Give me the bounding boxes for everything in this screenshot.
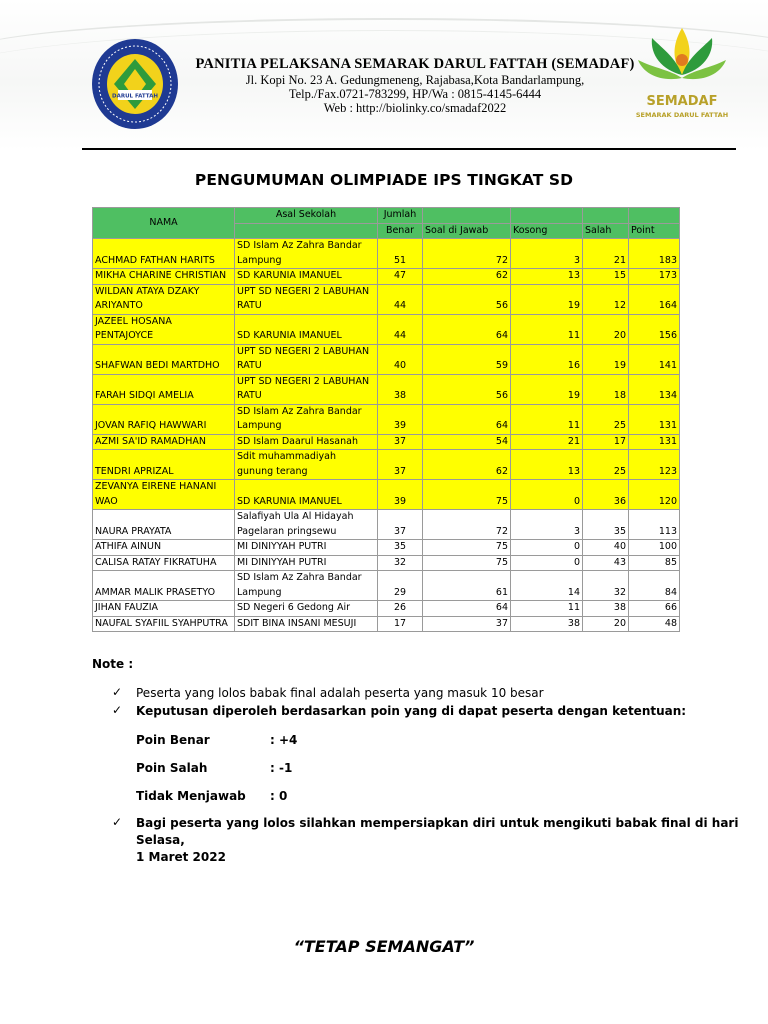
note-item-schedule-line2: 1 Maret 2022 (136, 850, 226, 864)
header-nama: NAMA (93, 208, 235, 239)
cell-kosong: 38 (511, 616, 583, 632)
table-row (93, 404, 680, 434)
org-website: Web : http://biolinky.co/smadaf2022 (323, 101, 507, 115)
cell-soal-di-jawab: 59 (423, 344, 511, 374)
table-row (93, 571, 680, 601)
note-item-schedule (136, 815, 768, 866)
cell-salah: 36 (583, 480, 629, 510)
cell-asal-sekolah: SD Islam Az Zahra Bandar Lampung (235, 404, 378, 434)
page-title: PENGUMUMAN OLIMPIADE IPS TINGKAT SD (194, 171, 574, 189)
cell-benar: 39 (378, 480, 423, 510)
header-blank (629, 208, 680, 224)
cell-asal-sekolah: SD KARUNIA IMANUEL (235, 314, 378, 344)
table-row (93, 374, 680, 404)
check-icon: ✓ (112, 815, 123, 829)
cell-point: 131 (629, 404, 680, 434)
poin-salah-value: : -1 (270, 761, 293, 775)
cell-nama: JAZEEL HOSANA PENTAJOYCE (93, 314, 235, 344)
cell-point: 183 (629, 239, 680, 269)
cell-nama: AZMI SA'ID RAMADHAN (93, 434, 235, 450)
org-phone: Telp./Fax.0721-783299, HP/Wa : 0815-4145-6444 (288, 87, 542, 101)
cell-benar: 38 (378, 374, 423, 404)
cell-salah: 40 (583, 540, 629, 556)
cell-point: 113 (629, 510, 680, 540)
note-item-scoring: Keputusan diperoleh berdasarkan poin yang di dapat peserta dengan ketentuan: (136, 704, 687, 718)
cell-soal-di-jawab: 62 (423, 269, 511, 285)
cell-benar: 40 (378, 344, 423, 374)
cell-asal-sekolah: MI DINIYYAH PUTRI (235, 555, 378, 571)
cell-nama: TENDRI APRIZAL (93, 450, 235, 480)
semadaf-logo (632, 20, 732, 130)
cell-asal-sekolah: SD KARUNIA IMANUEL (235, 269, 378, 285)
note-item-schedule-line1: Bagi peserta yang lolos silahkan mempersiapkan diri untuk mengikuti babak final di hari Selasa, (136, 816, 739, 847)
table-row (93, 269, 680, 285)
svg-text:SEMARAK DARUL FATTAH: SEMARAK DARUL FATTAH (635, 111, 729, 119)
cell-benar: 37 (378, 450, 423, 480)
cell-asal-sekolah: UPT SD NEGERI 2 LABUHAN RATU (235, 344, 378, 374)
cell-benar: 17 (378, 616, 423, 632)
letterhead-divider (82, 148, 736, 150)
note-heading: Note : (92, 657, 134, 671)
table-row (93, 616, 680, 632)
note-item-final: Peserta yang lolos babak final adalah peserta yang masuk 10 besar (136, 686, 544, 700)
table-row (93, 510, 680, 540)
table-row (93, 314, 680, 344)
cell-salah: 43 (583, 555, 629, 571)
cell-salah: 18 (583, 374, 629, 404)
cell-soal-di-jawab: 72 (423, 510, 511, 540)
cell-benar: 26 (378, 601, 423, 617)
cell-asal-sekolah: SD KARUNIA IMANUEL (235, 480, 378, 510)
cell-asal-sekolah: SD Islam Az Zahra Bandar Lampung (235, 239, 378, 269)
cell-salah: 20 (583, 616, 629, 632)
cell-salah: 25 (583, 404, 629, 434)
table-row (93, 480, 680, 510)
cell-asal-sekolah: UPT SD NEGERI 2 LABUHAN RATU (235, 374, 378, 404)
cell-asal-sekolah: SD Islam Daarul Hasanah (235, 434, 378, 450)
cell-point: 164 (629, 284, 680, 314)
check-icon: ✓ (112, 685, 123, 699)
header-point: Point (629, 223, 680, 239)
closing-slogan: “TETAP SEMANGAT” (293, 937, 475, 956)
yayasan-darul-fattah-logo (90, 37, 180, 132)
header-benar: Benar (378, 223, 423, 239)
cell-point: 156 (629, 314, 680, 344)
header-salah: Salah (583, 223, 629, 239)
cell-soal-di-jawab: 75 (423, 480, 511, 510)
cell-salah: 38 (583, 601, 629, 617)
cell-point: 131 (629, 434, 680, 450)
cell-soal-di-jawab: 37 (423, 616, 511, 632)
cell-soal-di-jawab: 75 (423, 540, 511, 556)
cell-point: 134 (629, 374, 680, 404)
cell-benar: 51 (378, 239, 423, 269)
cell-soal-di-jawab: 56 (423, 374, 511, 404)
cell-kosong: 19 (511, 284, 583, 314)
cell-kosong: 3 (511, 510, 583, 540)
cell-kosong: 13 (511, 450, 583, 480)
cell-soal-di-jawab: 72 (423, 239, 511, 269)
cell-benar: 29 (378, 571, 423, 601)
org-address: Jl. Kopi No. 23 A. Gedungmeneng, Rajabasa,Kota Bandarlampung, (245, 73, 585, 87)
cell-nama: JOVAN RAFIQ HAWWARI (93, 404, 235, 434)
cell-soal-di-jawab: 54 (423, 434, 511, 450)
table-row (93, 284, 680, 314)
cell-point: 120 (629, 480, 680, 510)
cell-nama: MIKHA CHARINE CHRISTIAN (93, 269, 235, 285)
cell-soal-di-jawab: 64 (423, 601, 511, 617)
cell-benar: 39 (378, 404, 423, 434)
cell-point: 48 (629, 616, 680, 632)
cell-kosong: 0 (511, 480, 583, 510)
table-row (93, 344, 680, 374)
header-soal-di-jawab: Soal di Jawab (423, 223, 511, 239)
cell-kosong: 11 (511, 314, 583, 344)
table-row (93, 239, 680, 269)
cell-soal-di-jawab: 64 (423, 404, 511, 434)
cell-point: 100 (629, 540, 680, 556)
table-row (93, 555, 680, 571)
cell-kosong: 14 (511, 571, 583, 601)
cell-nama: JIHAN FAUZIA (93, 601, 235, 617)
cell-nama: ACHMAD FATHAN HARITS (93, 239, 235, 269)
cell-benar: 44 (378, 284, 423, 314)
organization-block (190, 56, 640, 115)
cell-asal-sekolah: MI DINIYYAH PUTRI (235, 540, 378, 556)
cell-asal-sekolah: SD Islam Az Zahra Bandar Lampung (235, 571, 378, 601)
cell-asal-sekolah: SD Negeri 6 Gedong Air (235, 601, 378, 617)
cell-soal-di-jawab: 56 (423, 284, 511, 314)
cell-salah: 21 (583, 239, 629, 269)
header-jumlah: Jumlah (378, 208, 423, 224)
cell-asal-sekolah: UPT SD NEGERI 2 LABUHAN RATU (235, 284, 378, 314)
cell-kosong: 0 (511, 555, 583, 571)
cell-nama: SHAFWAN BEDI MARTDHO (93, 344, 235, 374)
check-icon: ✓ (112, 703, 123, 717)
cell-point: 84 (629, 571, 680, 601)
cell-nama: NAUFAL SYAFIIL SYAHPUTRA (93, 616, 235, 632)
cell-asal-sekolah: Sdit muhammadiyah gunung terang (235, 450, 378, 480)
cell-benar: 32 (378, 555, 423, 571)
cell-salah: 35 (583, 510, 629, 540)
cell-asal-sekolah: Salafiyah Ula Al Hidayah Pagelaran pringsewu (235, 510, 378, 540)
cell-salah: 19 (583, 344, 629, 374)
poin-benar-label: Poin Benar (136, 733, 210, 747)
tidak-menjawab-value: : 0 (270, 789, 288, 803)
cell-kosong: 0 (511, 540, 583, 556)
cell-kosong: 13 (511, 269, 583, 285)
cell-soal-di-jawab: 62 (423, 450, 511, 480)
header-kosong: Kosong (511, 223, 583, 239)
cell-kosong: 11 (511, 404, 583, 434)
results-table (92, 207, 680, 632)
cell-salah: 20 (583, 314, 629, 344)
cell-kosong: 21 (511, 434, 583, 450)
cell-soal-di-jawab: 61 (423, 571, 511, 601)
cell-salah: 25 (583, 450, 629, 480)
header-blank (235, 223, 378, 239)
cell-salah: 32 (583, 571, 629, 601)
table-row (93, 540, 680, 556)
cell-point: 85 (629, 555, 680, 571)
cell-kosong: 19 (511, 374, 583, 404)
cell-point: 173 (629, 269, 680, 285)
cell-point: 123 (629, 450, 680, 480)
poin-salah-label: Poin Salah (136, 761, 208, 775)
cell-nama: NAURA PRAYATA (93, 510, 235, 540)
cell-nama: ATHIFA AINUN (93, 540, 235, 556)
cell-benar: 37 (378, 434, 423, 450)
cell-nama: AMMAR MALIK PRASETYO (93, 571, 235, 601)
table-row (93, 434, 680, 450)
header-blank (423, 208, 511, 224)
cell-benar: 47 (378, 269, 423, 285)
cell-salah: 15 (583, 269, 629, 285)
svg-text:DARUL FATTAH: DARUL FATTAH (112, 93, 158, 100)
cell-kosong: 11 (511, 601, 583, 617)
header-blank (583, 208, 629, 224)
cell-point: 141 (629, 344, 680, 374)
cell-nama: FARAH SIDQI AMELIA (93, 374, 235, 404)
cell-salah: 12 (583, 284, 629, 314)
cell-salah: 17 (583, 434, 629, 450)
tidak-menjawab-label: Tidak Menjawab (136, 789, 246, 803)
cell-kosong: 3 (511, 239, 583, 269)
cell-benar: 37 (378, 510, 423, 540)
cell-point: 66 (629, 601, 680, 617)
cell-kosong: 16 (511, 344, 583, 374)
table-row (93, 450, 680, 480)
cell-nama: CALISA RATAY FIKRATUHA (93, 555, 235, 571)
org-name: PANITIA PELAKSANA SEMARAK DARUL FATTAH (SEMADAF) (195, 56, 635, 72)
cell-benar: 44 (378, 314, 423, 344)
table-row (93, 601, 680, 617)
svg-text:SEMADAF: SEMADAF (646, 94, 718, 109)
cell-soal-di-jawab: 75 (423, 555, 511, 571)
cell-benar: 35 (378, 540, 423, 556)
cell-nama: ZEVANYA EIRENE HANANI WAO (93, 480, 235, 510)
cell-soal-di-jawab: 64 (423, 314, 511, 344)
poin-benar-value: : +4 (270, 733, 298, 747)
cell-nama: WILDAN ATAYA DZAKY ARIYANTO (93, 284, 235, 314)
table-header-row (93, 208, 680, 224)
cell-asal-sekolah: SDIT BINA INSANI MESUJI (235, 616, 378, 632)
header-blank (511, 208, 583, 224)
header-asal-sekolah: Asal Sekolah (235, 208, 378, 224)
